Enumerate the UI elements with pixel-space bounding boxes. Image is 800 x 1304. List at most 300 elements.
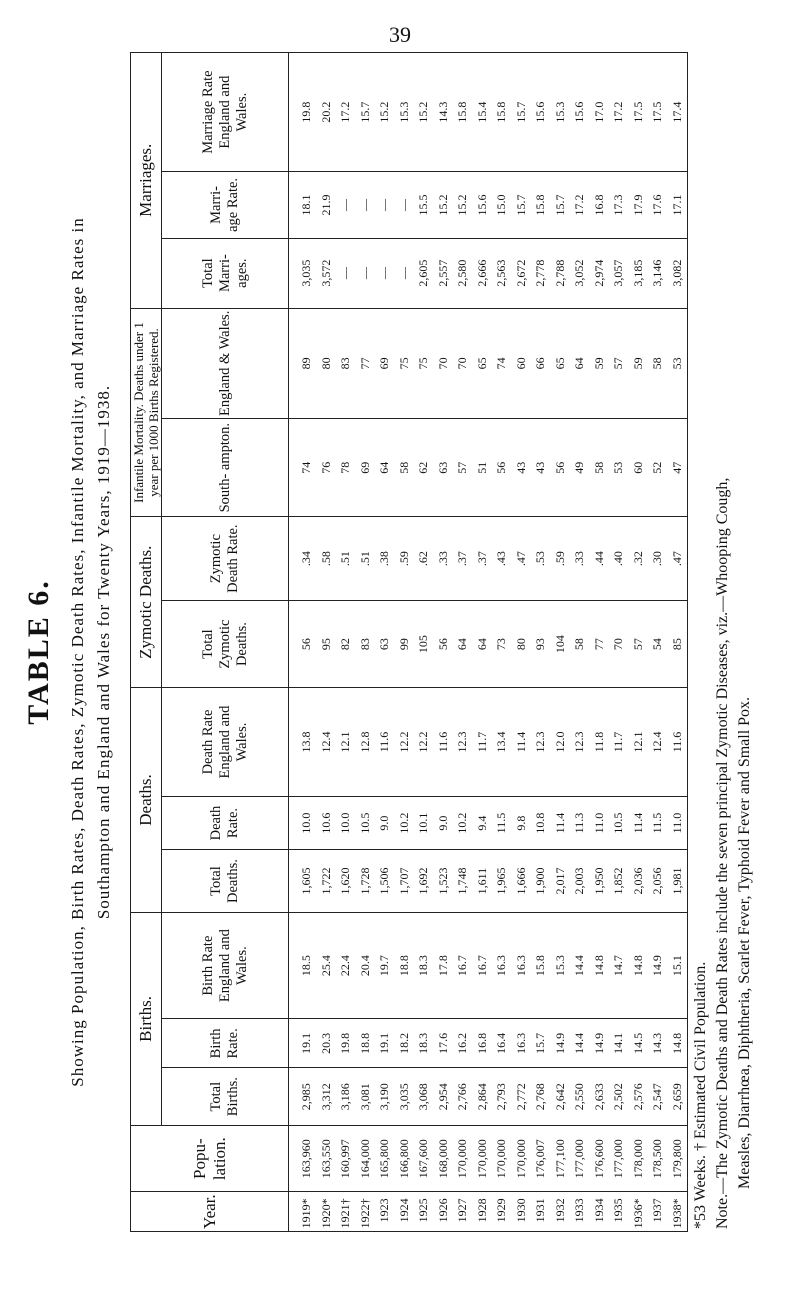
cell-mr: 18.1 [299, 194, 313, 216]
subheader-death-rate: Death Rate. [162, 796, 289, 849]
cell-mrew: 15.7 [357, 101, 372, 123]
cell-tb: 2,547 [650, 1083, 664, 1111]
cell-dr: 11.3 [572, 812, 586, 834]
cell-zr: .30 [650, 551, 664, 567]
cell-br: 17.6 [435, 1032, 450, 1054]
cell-year: 1919* [299, 1198, 313, 1229]
cell-inf: 43 [533, 461, 547, 474]
cell-drew: 11.4 [513, 731, 528, 753]
cell-brew: 16.3 [494, 955, 508, 977]
cell-pop: 164,000 [357, 1139, 372, 1179]
cell-td: 2,003 [572, 867, 586, 895]
cell-zr: .59 [552, 551, 567, 567]
cell-pop: 176,007 [533, 1139, 547, 1179]
footnote-note-2: Measles, Diarrhœa, Diphtheria, Scarlet Fever, Typhoid Fever and Small Pox. [736, 696, 753, 1189]
cell-tb: 3,190 [377, 1083, 391, 1111]
subheader-birth-rate: Birth Rate. [162, 1019, 289, 1068]
cell-br: 14.9 [591, 1032, 606, 1054]
cell-br: 14.1 [611, 1032, 625, 1054]
cell-tz: 73 [494, 638, 508, 651]
cell-mr: 15.8 [533, 194, 547, 216]
cell-brew: 14.8 [591, 955, 606, 977]
cell-pop: 163,960 [299, 1139, 313, 1179]
cell-dr: 10.5 [611, 812, 625, 834]
column-year [289, 1192, 688, 1232]
cell-tz: 99 [396, 638, 411, 651]
cell-tz: 82 [338, 638, 352, 651]
cell-td: 1,611 [474, 867, 489, 895]
cell-mr: 15.5 [416, 194, 430, 216]
column-tb [289, 1068, 688, 1126]
cell-mr: 16.8 [591, 194, 606, 216]
cell-tm: 3,082 [669, 259, 684, 287]
subheader-zymotic-rate: Zymotic Death Rate. [162, 517, 289, 601]
subheader-infantile-southampton: South- ampton. [162, 419, 289, 517]
footnote-note-1: Note.—The Zymotic Deaths and Death Rates include the seven principal Zymotic Diseases, viz.—Whooping Cough, [714, 477, 731, 1229]
cell-infew: 59 [591, 357, 606, 370]
cell-mrew: 17.5 [630, 101, 645, 123]
cell-inf: 51 [474, 461, 489, 474]
cell-tz: 64 [474, 638, 489, 651]
cell-td: 1,728 [357, 867, 372, 895]
cell-infew: 57 [611, 357, 625, 370]
cell-tb: 2,793 [494, 1083, 508, 1111]
cell-br: 19.1 [377, 1032, 391, 1054]
footnotes [690, 49, 756, 1229]
cell-infew: 75 [396, 357, 411, 370]
cell-infew: 59 [630, 357, 645, 370]
cell-zr: .58 [318, 551, 333, 567]
cell-brew: 16.7 [474, 955, 489, 977]
cell-mr: 17.6 [650, 194, 664, 216]
cell-tz: 85 [669, 638, 684, 651]
cell-drew: 13.4 [494, 731, 508, 753]
cell-pop: 160,997 [338, 1139, 352, 1179]
subheader-total-deaths: Total Deaths. [162, 850, 289, 912]
cell-zr: .33 [572, 551, 586, 567]
cell-drew: 12.8 [357, 731, 372, 753]
cell-tm: 3,185 [630, 259, 645, 287]
cell-mrew: 14.3 [435, 101, 450, 123]
subheader-death-rate-ew: Death Rate England and Wales. [162, 688, 289, 797]
cell-inf: 69 [357, 461, 372, 474]
cell-infew: 74 [494, 357, 508, 370]
header-population: Popu- lation. [131, 1126, 289, 1192]
cell-mrew: 17.0 [591, 101, 606, 123]
cell-tb: 2,772 [513, 1083, 528, 1111]
cell-br: 14.3 [650, 1032, 664, 1054]
cell-mrew: 15.6 [533, 101, 547, 123]
cell-zr: .34 [299, 551, 313, 567]
cell-year: 1926 [435, 1198, 450, 1223]
cell-mr: 15.7 [513, 194, 528, 216]
cell-year: 1930 [513, 1198, 528, 1223]
cell-drew: 12.1 [630, 731, 645, 753]
cell-tb: 2,766 [455, 1083, 469, 1111]
cell-td: 1,748 [455, 867, 469, 895]
cell-drew: 12.4 [650, 731, 664, 753]
cell-td: 1,852 [611, 867, 625, 895]
column-inf [289, 419, 688, 517]
cell-mr: — [357, 198, 372, 211]
cell-year: 1927 [455, 1198, 469, 1223]
cell-br: 14.8 [669, 1032, 684, 1054]
cell-tb: 3,186 [338, 1083, 352, 1111]
cell-year: 1920* [318, 1198, 333, 1229]
cell-year: 1921† [338, 1198, 352, 1229]
cell-year: 1938* [669, 1198, 684, 1229]
cell-mr: 15.0 [494, 194, 508, 216]
cell-brew: 14.9 [650, 955, 664, 977]
cell-tm: 2,788 [552, 259, 567, 287]
cell-zr: .51 [357, 551, 372, 567]
column-pop [289, 1126, 688, 1192]
cell-zr: .47 [513, 551, 528, 567]
cell-td: 1,722 [318, 867, 333, 895]
cell-pop: 176,600 [591, 1139, 606, 1179]
cell-inf: 57 [455, 461, 469, 474]
cell-tz: 70 [611, 638, 625, 651]
column-dr [289, 796, 688, 849]
cell-inf: 52 [650, 461, 664, 474]
column-td [289, 850, 688, 912]
header-year: Year. [131, 1192, 289, 1232]
cell-drew: 12.1 [338, 731, 352, 753]
cell-br: 14.5 [630, 1032, 645, 1054]
header-deaths: Deaths. [131, 688, 162, 913]
cell-br: 19.8 [338, 1032, 352, 1054]
cell-zr: .53 [533, 551, 547, 567]
cell-tm: 2,563 [494, 259, 508, 287]
cell-mr: — [338, 198, 352, 211]
cell-brew: 14.4 [572, 955, 586, 977]
cell-mrew: 17.4 [669, 101, 684, 123]
cell-br: 14.9 [552, 1032, 567, 1054]
cell-mrew: 15.6 [572, 101, 586, 123]
cell-mr: 17.3 [611, 194, 625, 216]
statistics-table [130, 52, 688, 1232]
cell-td: 2,036 [630, 867, 645, 895]
cell-tb: 2,659 [669, 1083, 684, 1111]
cell-inf: 58 [396, 461, 411, 474]
cell-tz: 105 [416, 635, 430, 654]
column-br [289, 1019, 688, 1068]
cell-pop: 170,000 [513, 1139, 528, 1179]
cell-pop: 166,800 [396, 1139, 411, 1179]
cell-mr: 17.1 [669, 194, 684, 216]
cell-tb: 2,633 [591, 1083, 606, 1111]
cell-brew: 15.8 [533, 955, 547, 977]
cell-td: 1,620 [338, 867, 352, 895]
cell-br: 18.8 [357, 1032, 372, 1054]
cell-pop: 170,000 [474, 1139, 489, 1179]
cell-mrew: 15.3 [396, 101, 411, 123]
cell-brew: 18.3 [416, 955, 430, 977]
cell-dr: 10.8 [533, 812, 547, 834]
cell-td: 1,950 [591, 867, 606, 895]
cell-tz: 56 [435, 638, 450, 651]
cell-td: 1,981 [669, 867, 684, 895]
cell-dr: 10.2 [396, 812, 411, 834]
cell-brew: 14.8 [630, 955, 645, 977]
cell-pop: 177,000 [572, 1139, 586, 1179]
cell-zr: .32 [630, 551, 645, 567]
cell-td: 2,017 [552, 867, 567, 895]
cell-mrew: 15.7 [513, 101, 528, 123]
cell-mrew: 17.2 [611, 101, 625, 123]
cell-zr: .40 [611, 551, 625, 567]
subheader-total-zymotic: Total Zymotic Deaths. [162, 601, 289, 688]
cell-zr: .33 [435, 551, 450, 567]
cell-drew: 11.7 [611, 731, 625, 753]
cell-drew: 12.3 [572, 731, 586, 753]
cell-td: 1,965 [494, 867, 508, 895]
cell-tz: 63 [377, 638, 391, 651]
cell-brew: 18.5 [299, 955, 313, 977]
cell-brew: 18.8 [396, 955, 411, 977]
cell-drew: 12.2 [416, 731, 430, 753]
cell-tz: 104 [552, 635, 567, 654]
cell-tz: 54 [650, 638, 664, 651]
cell-br: 15.7 [533, 1032, 547, 1054]
cell-brew: 15.3 [552, 955, 567, 977]
cell-dr: 9.0 [377, 815, 391, 831]
cell-zr: .44 [591, 551, 606, 567]
cell-tm: — [357, 267, 372, 280]
cell-pop: 178,000 [630, 1139, 645, 1179]
cell-mrew: 19.8 [299, 101, 313, 123]
cell-tm: 3,035 [299, 259, 313, 287]
cell-zr: .38 [377, 551, 391, 567]
cell-dr: 11.0 [591, 812, 606, 834]
cell-pop: 170,000 [494, 1139, 508, 1179]
cell-pop: 178,500 [650, 1139, 664, 1179]
cell-dr: 10.6 [318, 812, 333, 834]
cell-dr: 10.0 [299, 812, 313, 834]
cell-mrew: 15.3 [552, 101, 567, 123]
cell-inf: 74 [299, 461, 313, 474]
cell-infew: 64 [572, 357, 586, 370]
cell-dr: 11.4 [552, 812, 567, 834]
cell-year: 1935 [611, 1198, 625, 1223]
cell-tb: 2,502 [611, 1083, 625, 1111]
cell-mr: — [377, 198, 391, 211]
cell-tm: 3,146 [650, 259, 664, 287]
cell-mrew: 15.2 [416, 101, 430, 123]
cell-tb: 2,864 [474, 1083, 489, 1111]
cell-tb: 3,068 [416, 1083, 430, 1111]
cell-tm: 2,557 [435, 259, 450, 287]
cell-drew: 12.2 [396, 731, 411, 753]
cell-mrew: 15.4 [474, 101, 489, 123]
cell-tm: — [396, 267, 411, 280]
cell-dr: 11.4 [630, 812, 645, 834]
subheader-infantile-ew: England & Wales. [162, 308, 289, 418]
subheader-birth-rate-ew: Birth Rate England and Wales. [162, 912, 289, 1019]
cell-inf: 63 [435, 461, 450, 474]
cell-inf: 56 [552, 461, 567, 474]
cell-td: 2,056 [650, 867, 664, 895]
cell-drew: 13.8 [299, 731, 313, 753]
cell-inf: 47 [669, 461, 684, 474]
cell-drew: 11.6 [669, 731, 684, 753]
cell-td: 1,506 [377, 867, 391, 895]
cell-br: 18.2 [396, 1032, 411, 1054]
cell-pop: 167,600 [416, 1139, 430, 1179]
cell-tm: 3,572 [318, 259, 333, 287]
cell-zr: .37 [455, 551, 469, 567]
cell-inf: 64 [377, 461, 391, 474]
cell-zr: .51 [338, 551, 352, 567]
cell-mrew: 17.2 [338, 101, 352, 123]
cell-tm: 3,052 [572, 259, 586, 287]
cell-year: 1936* [630, 1198, 645, 1229]
cell-td: 1,666 [513, 867, 528, 895]
cell-tm: 2,605 [416, 259, 430, 287]
cell-tz: 95 [318, 638, 333, 651]
cell-year: 1929 [494, 1198, 508, 1223]
cell-tm: 3,057 [611, 259, 625, 287]
cell-tb: 2,954 [435, 1083, 450, 1111]
cell-mr: 15.6 [474, 194, 489, 216]
cell-year: 1934 [591, 1198, 606, 1223]
cell-pop: 179,800 [669, 1139, 684, 1179]
cell-dr: 9.4 [474, 815, 489, 831]
data-body-row [289, 53, 688, 1232]
cell-br: 14.4 [572, 1032, 586, 1054]
cell-mrew: 15.2 [377, 101, 391, 123]
cell-tm: — [377, 267, 391, 280]
table-number: TABLE 6. [22, 579, 55, 725]
cell-tm: 2,580 [455, 259, 469, 287]
cell-infew: 77 [357, 357, 372, 370]
table-title-line-1: Showing Population, Birth Rates, Death Rates, Zymotic Death Rates, Infantile Mortality, and Marriage Rates in [68, 217, 87, 1087]
cell-tm: 2,666 [474, 259, 489, 287]
cell-tb: 3,035 [396, 1083, 411, 1111]
cell-infew: 53 [669, 357, 684, 370]
cell-infew: 69 [377, 357, 391, 370]
cell-infew: 89 [299, 357, 313, 370]
cell-infew: 80 [318, 357, 333, 370]
cell-br: 16.3 [513, 1032, 528, 1054]
cell-pop: 177,000 [611, 1139, 625, 1179]
cell-tb: 2,576 [630, 1083, 645, 1111]
subheader-marriage-rate-ew: Marriage Rate England and Wales. [162, 53, 289, 172]
cell-year: 1924 [396, 1198, 411, 1223]
cell-pop: 170,000 [455, 1139, 469, 1179]
cell-year: 1933 [572, 1198, 586, 1223]
cell-pop: 163,550 [318, 1139, 333, 1179]
cell-drew: 12.4 [318, 731, 333, 753]
cell-br: 19.1 [299, 1032, 313, 1054]
cell-brew: 17.8 [435, 955, 450, 977]
cell-tz: 57 [630, 638, 645, 651]
cell-mrew: 20.2 [318, 101, 333, 123]
column-infew [289, 308, 688, 418]
column-mr [289, 172, 688, 238]
cell-brew: 16.7 [455, 955, 469, 977]
cell-infew: 65 [474, 357, 489, 370]
cell-td: 1,523 [435, 867, 450, 895]
cell-tb: 2,642 [552, 1083, 567, 1111]
footnote-weeks: *53 Weeks. † Estimated Civil Population. [692, 961, 709, 1229]
cell-td: 1,900 [533, 867, 547, 895]
cell-brew: 19.7 [377, 955, 391, 977]
cell-drew: 11.8 [591, 731, 606, 753]
column-mrew [289, 53, 688, 172]
cell-inf: 78 [338, 461, 352, 474]
cell-year: 1922† [357, 1198, 372, 1229]
cell-year: 1932 [552, 1198, 567, 1223]
cell-brew: 20.4 [357, 955, 372, 977]
cell-inf: 53 [611, 461, 625, 474]
cell-dr: 11.5 [494, 812, 508, 834]
cell-td: 1,707 [396, 867, 411, 895]
cell-tb: 3,312 [318, 1083, 333, 1111]
cell-drew: 11.6 [435, 731, 450, 753]
cell-infew: 70 [435, 357, 450, 370]
cell-year: 1928 [474, 1198, 489, 1223]
cell-dr: 9.0 [435, 815, 450, 831]
cell-tm: 2,672 [513, 259, 528, 287]
cell-pop: 177,100 [552, 1139, 567, 1179]
cell-brew: 16.3 [513, 955, 528, 977]
cell-brew: 25.4 [318, 955, 333, 977]
column-drew [289, 688, 688, 797]
cell-year: 1937 [650, 1198, 664, 1223]
column-brew [289, 912, 688, 1019]
table-heading [22, 40, 114, 1264]
cell-dr: 10.5 [357, 812, 372, 834]
subheader-total-births: Total Births. [162, 1068, 289, 1126]
cell-inf: 60 [630, 461, 645, 474]
cell-mrew: 15.8 [494, 101, 508, 123]
cell-brew: 15.1 [669, 955, 684, 977]
cell-br: 16.8 [474, 1032, 489, 1054]
cell-td: 1,605 [299, 867, 313, 895]
cell-inf: 62 [416, 461, 430, 474]
cell-zr: .37 [474, 551, 489, 567]
header-zymotic-deaths: Zymotic Deaths. [131, 517, 162, 688]
cell-tz: 56 [299, 638, 313, 651]
subheader-total-marriages: Total Marri- ages. [162, 238, 289, 308]
cell-br: 16.4 [494, 1032, 508, 1054]
cell-infew: 58 [650, 357, 664, 370]
cell-mr: 15.2 [435, 194, 450, 216]
cell-inf: 76 [318, 461, 333, 474]
cell-drew: 11.6 [377, 731, 391, 753]
cell-tz: 93 [533, 638, 547, 651]
cell-br: 20.3 [318, 1032, 333, 1054]
cell-tz: 83 [357, 638, 372, 651]
cell-infew: 66 [533, 357, 547, 370]
header-infantile-mortality: Infantile Mortality. Deaths under 1 year per 1000 Births Registered. [131, 308, 162, 517]
cell-mr: — [396, 198, 411, 211]
cell-infew: 70 [455, 357, 469, 370]
cell-tz: 58 [572, 638, 586, 651]
column-zr [289, 517, 688, 601]
cell-inf: 56 [494, 461, 508, 474]
cell-inf: 49 [572, 461, 586, 474]
cell-tm: 2,974 [591, 259, 606, 287]
cell-dr: 10.0 [338, 812, 352, 834]
cell-drew: 12.0 [552, 731, 567, 753]
cell-infew: 65 [552, 357, 567, 370]
column-tz [289, 601, 688, 688]
cell-tz: 80 [513, 638, 528, 651]
subheader-marriage-rate: Marri- age Rate. [162, 172, 289, 238]
header-births: Births. [131, 912, 162, 1125]
